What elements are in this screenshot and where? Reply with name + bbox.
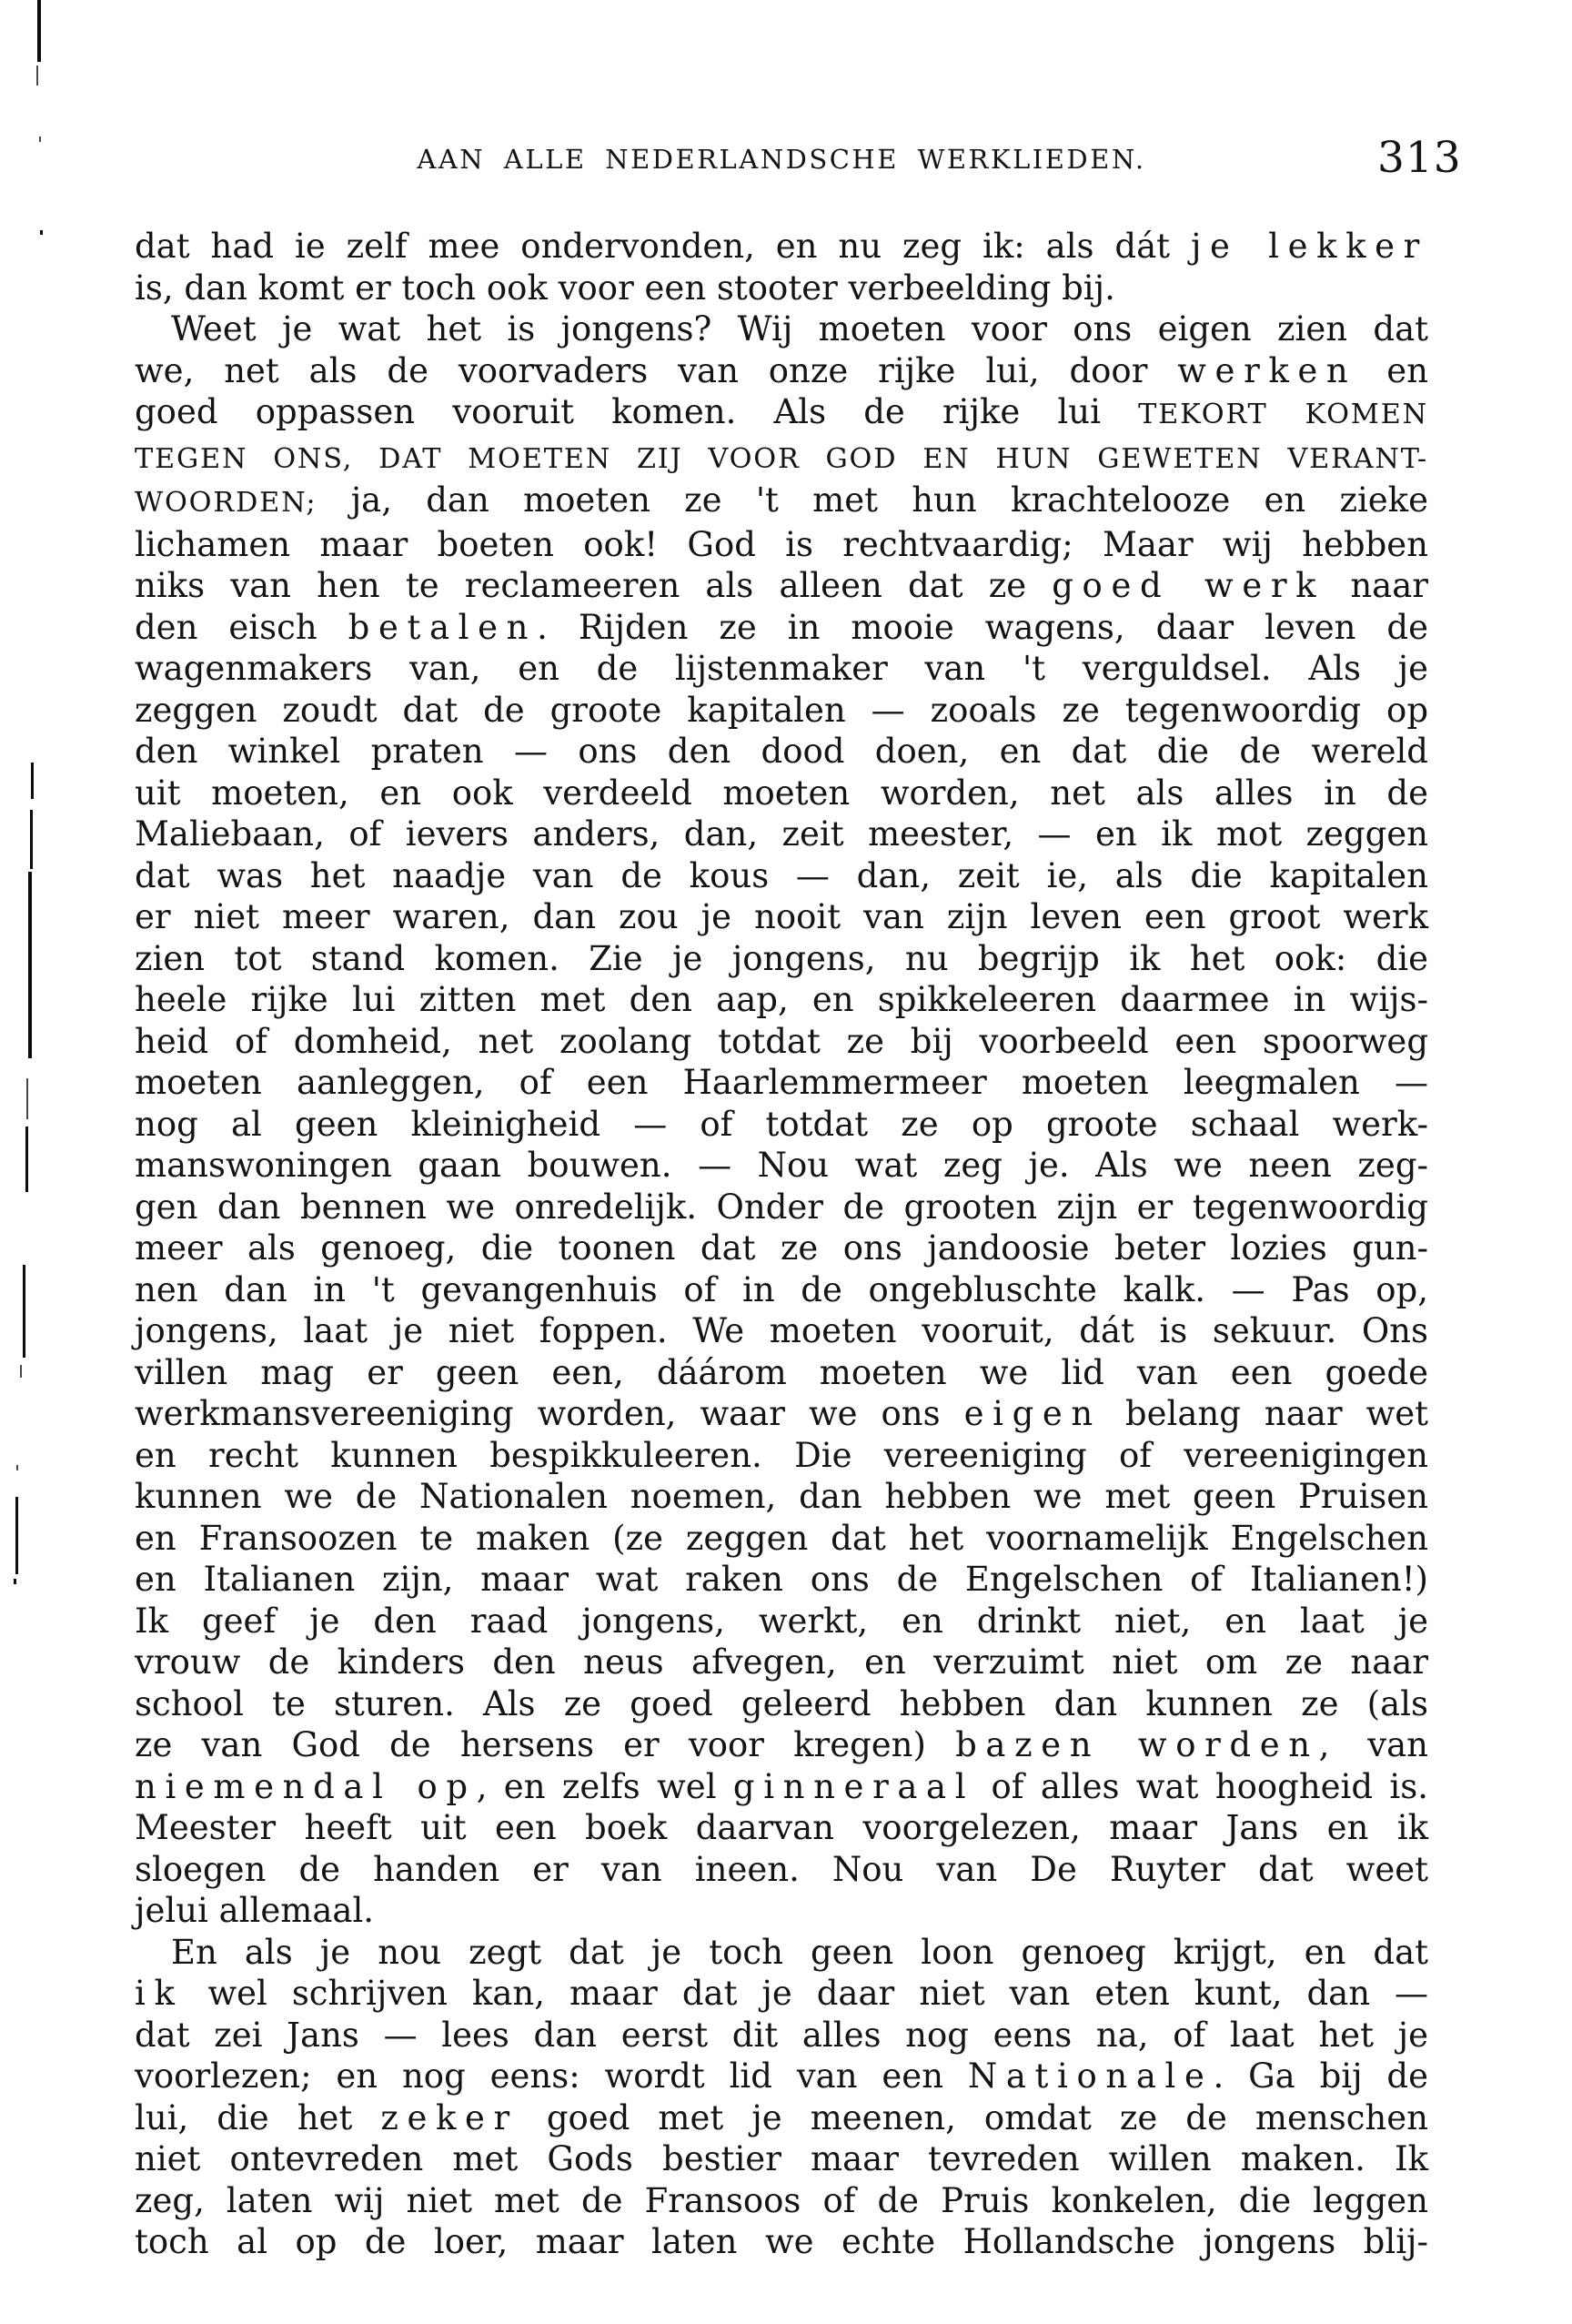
text-line bbox=[135, 2221, 1428, 2263]
text-run: meer als genoeg, die toonen dat ze ons jandoosie beter lozies gun- bbox=[135, 1228, 1428, 1268]
text-run: heid of domheid, net zoolang totdat ze bij voorbeeld een spoorweg bbox=[135, 1021, 1428, 1061]
text-line bbox=[135, 268, 1428, 309]
text-run: heele rijke lui zitten met den aap, en spikkeleeren daarmee in wijs- bbox=[135, 980, 1428, 1019]
text-line bbox=[135, 1724, 1428, 1766]
text-run: nen dan in 't gevangenhuis of in de ongebluschte kalk. — Pas op, bbox=[135, 1269, 1428, 1309]
text-run: Weet je wat het is jongens? Wij moeten voor ons eigen zien dat bbox=[171, 309, 1428, 349]
scan-artifact bbox=[23, 1265, 25, 1358]
text-run: ze van God de hersens er voor kregen) bbox=[135, 1725, 956, 1764]
text-line bbox=[135, 1807, 1428, 1849]
text-run: lui, die het bbox=[135, 2097, 381, 2137]
text-line bbox=[135, 436, 1428, 480]
text-line bbox=[135, 350, 1428, 392]
small-caps-run: TEKORT KOMEN bbox=[1138, 399, 1428, 430]
text-run: en bbox=[1356, 350, 1428, 390]
text-run: den eisch bbox=[135, 607, 348, 647]
text-block bbox=[135, 226, 1428, 2263]
text-run: den winkel praten — ons den dood doen, en dat die de wereld bbox=[135, 732, 1428, 771]
text-run: belang naar wet bbox=[1101, 1394, 1429, 1433]
scan-artifact bbox=[40, 230, 43, 235]
text-line bbox=[135, 308, 1428, 350]
text-run: moeten aanleggen, of een Haarlemmermeer moeten leegmalen — bbox=[135, 1063, 1428, 1102]
text-line bbox=[135, 690, 1428, 732]
text-line bbox=[135, 1890, 1428, 1932]
scan-artifact bbox=[14, 1579, 16, 1584]
text-run: zien tot stand komen. Zie je jongens, nu begrijp ik het ook: die bbox=[135, 938, 1428, 978]
scan-artifact bbox=[26, 1078, 28, 1119]
page-number: 313 bbox=[1377, 133, 1462, 183]
text-line bbox=[135, 2097, 1428, 2139]
scan-artifact bbox=[15, 1497, 18, 1574]
text-line bbox=[135, 2138, 1428, 2180]
text-run: . Ga bij de bbox=[1213, 2056, 1428, 2096]
text-run: kunnen we de Nationalen noemen, dan hebben we met geen Pruisen bbox=[135, 1477, 1428, 1516]
text-run: we, net als de voorvaders van onze rijke lui, door bbox=[135, 350, 1178, 390]
text-line bbox=[135, 2180, 1428, 2222]
text-line bbox=[135, 1518, 1428, 1560]
running-header bbox=[135, 133, 1462, 187]
text-line bbox=[135, 1145, 1428, 1187]
scan-artifact bbox=[30, 810, 33, 869]
text-run: er niet meer waren, dan zou je nooit van zijn leven een groot werk bbox=[135, 897, 1428, 936]
text-line bbox=[135, 607, 1428, 649]
text-run: dat had ie zelf mee ondervonden, en nu zeg ik: als dát bbox=[135, 227, 1191, 266]
scan-artifact bbox=[37, 0, 41, 62]
emphasis-run: eigen bbox=[963, 1394, 1102, 1433]
text-run: Meester heeft uit een boek daarvan voorgelezen, maar Jans en ik bbox=[135, 1808, 1428, 1847]
text-run: dat zei Jans — lees dan eerst dit alles nog eens na, of laat het je bbox=[135, 2015, 1428, 2055]
text-line bbox=[135, 1310, 1428, 1352]
text-line bbox=[135, 565, 1428, 607]
text-line bbox=[135, 1393, 1428, 1435]
scan-artifact bbox=[39, 136, 41, 142]
emphasis-run: werken bbox=[1177, 350, 1357, 390]
text-line bbox=[135, 855, 1428, 897]
text-line bbox=[135, 1766, 1428, 1808]
text-line bbox=[135, 938, 1428, 980]
text-line bbox=[135, 1559, 1428, 1601]
text-run: voorlezen; en nog eens: wordt lid van een bbox=[135, 2056, 968, 2096]
text-run: wel schrijven kan, maar dat je daar niet van eten kunt, dan — bbox=[183, 1974, 1428, 2013]
text-run: sloegen de handen er van ineen. Nou van De Ruyter dat weet bbox=[135, 1849, 1428, 1889]
text-run: of alles wat hoogheid is. bbox=[974, 1766, 1428, 1806]
text-line bbox=[135, 524, 1428, 566]
emphasis-run: je lekker bbox=[1190, 227, 1428, 266]
text-run: goed met je meenen, omdat ze de menschen bbox=[518, 2097, 1428, 2137]
text-run: , en zelfs wel bbox=[476, 1766, 733, 1806]
emphasis-run: Nationale bbox=[967, 2056, 1214, 2096]
text-line bbox=[135, 1062, 1428, 1104]
text-run: niet ontevreden met Gods bestier maar tevreden willen maken. Ik bbox=[135, 2139, 1428, 2178]
emphasis-run: goed werk bbox=[1052, 566, 1325, 605]
text-run: school te sturen. Als ze goed geleerd hebben dan kunnen ze (als bbox=[135, 1683, 1428, 1723]
small-caps-run: WOORDEN; bbox=[135, 487, 317, 519]
text-run: gen dan bennen we onredelijk. Onder de grooten zijn er tegenwoordig bbox=[135, 1187, 1428, 1227]
text-run: vrouw de kinders den neus afvegen, en verzuimt niet om ze naar bbox=[135, 1642, 1428, 1682]
text-run: lichamen maar boeten ook! God is rechtvaardig; Maar wij hebben bbox=[135, 524, 1428, 564]
text-run: naar bbox=[1325, 566, 1428, 605]
emphasis-run: betalen bbox=[348, 607, 538, 647]
text-run: uit moeten, en ook verdeeld moeten worden, net als alles in de bbox=[135, 773, 1428, 813]
scan-artifact bbox=[20, 1365, 22, 1378]
text-line bbox=[135, 1352, 1428, 1394]
text-run: jongens, laat je niet foppen. We moeten vooruit, dát is sekuur. Ons bbox=[135, 1311, 1428, 1350]
text-run: van bbox=[1338, 1725, 1429, 1764]
text-line bbox=[135, 773, 1428, 814]
text-run: toch al op de loer, maar laten we echte Hollandsche jongens blij- bbox=[135, 2222, 1428, 2261]
scan-artifact bbox=[36, 66, 38, 86]
text-run: nog al geen kleinigheid — of totdat ze op groote schaal werk- bbox=[135, 1104, 1428, 1144]
text-line bbox=[135, 1476, 1428, 1518]
text-line bbox=[135, 979, 1428, 1021]
text-run: niks van hen te reclameeren als alleen dat ze bbox=[135, 566, 1053, 605]
text-run: wagenmakers van, en de lijstenmaker van 't verguldsel. Als je bbox=[135, 649, 1428, 688]
text-run: manswoningen gaan bouwen. — Nou wat zeg je. Als we neen zeg- bbox=[135, 1146, 1428, 1185]
emphasis-run: bazen worden, bbox=[955, 1725, 1339, 1764]
text-line bbox=[135, 2015, 1428, 2056]
text-run: villen mag er geen een, dáárom moeten we lid van een goede bbox=[135, 1352, 1428, 1392]
page-header-title: AAN ALLE NEDERLANDSCHE WERKLIEDEN. bbox=[417, 144, 1146, 175]
text-run: is, dan komt er toch ook voor een stooter verbeelding bij. bbox=[135, 268, 1115, 308]
text-line bbox=[135, 1269, 1428, 1311]
text-line bbox=[135, 391, 1428, 436]
text-line bbox=[135, 1932, 1428, 1974]
emphasis-run: ginneraal bbox=[732, 1766, 975, 1806]
text-run: Maliebaan, of ievers anders, dan, zeit meester, — en ik mot zeggen bbox=[135, 814, 1428, 854]
text-run: Ik geef je den raad jongens, werkt, en drinkt niet, en laat je bbox=[135, 1601, 1428, 1641]
text-line bbox=[135, 1601, 1428, 1642]
text-run: werkmansvereeniging worden, waar we ons bbox=[135, 1394, 964, 1433]
scan-artifact bbox=[28, 872, 32, 1058]
text-line bbox=[135, 813, 1428, 855]
text-line bbox=[135, 1973, 1428, 2015]
text-line bbox=[135, 1228, 1428, 1269]
text-line bbox=[135, 480, 1428, 524]
text-run: . Rijden ze in mooie wagens, daar leven de bbox=[537, 607, 1429, 647]
text-run: en recht kunnen bespikkuleeren. Die vereeniging of vereenigingen bbox=[135, 1435, 1428, 1475]
text-run: dat was het naadje van de kous — dan, zeit ie, als die kapitalen bbox=[135, 855, 1428, 895]
text-run: jelui allemaal. bbox=[135, 1891, 375, 1930]
text-run: en Italianen zijn, maar wat raken ons de Engelschen of Italianen!) bbox=[135, 1560, 1428, 1599]
text-line bbox=[135, 1021, 1428, 1063]
text-run: ja, dan moeten ze 't met hun krachtelooze en zieke bbox=[317, 480, 1428, 520]
emphasis-run: ik bbox=[135, 1974, 184, 2013]
text-line bbox=[135, 226, 1428, 268]
scan-artifact bbox=[16, 1465, 18, 1470]
text-line bbox=[135, 1642, 1428, 1683]
scan-artifact bbox=[25, 1127, 28, 1192]
text-line bbox=[135, 731, 1428, 773]
text-run: en Fransoozen te maken (ze zeggen dat het voornamelijk Engelschen bbox=[135, 1518, 1428, 1558]
text-run: zeg, laten wij niet met de Fransoos of de Pruis konkelen, die leggen bbox=[135, 2180, 1428, 2220]
text-line bbox=[135, 1683, 1428, 1725]
text-run: zeggen zoudt dat de groote kapitalen — zooals ze tegenwoordig op bbox=[135, 690, 1428, 730]
text-line bbox=[135, 896, 1428, 938]
scan-artifact bbox=[31, 763, 34, 799]
small-caps-run: TEGEN ONS, DAT MOETEN ZIJ VOOR GOD EN HUN GEWETEN VERANT- bbox=[135, 442, 1428, 475]
text-line bbox=[135, 648, 1428, 690]
text-line bbox=[135, 1435, 1428, 1477]
emphasis-run: zeker bbox=[380, 2097, 519, 2137]
text-line bbox=[135, 1104, 1428, 1146]
text-run: En als je nou zegt dat je toch geen loon genoeg krijgt, en dat bbox=[171, 1932, 1428, 1972]
text-run: goed oppassen vooruit komen. Als de rijke lui bbox=[135, 392, 1139, 431]
emphasis-run: niemendal op bbox=[135, 1766, 477, 1806]
text-line bbox=[135, 1187, 1428, 1228]
text-line bbox=[135, 1849, 1428, 1891]
text-line bbox=[135, 2056, 1428, 2097]
